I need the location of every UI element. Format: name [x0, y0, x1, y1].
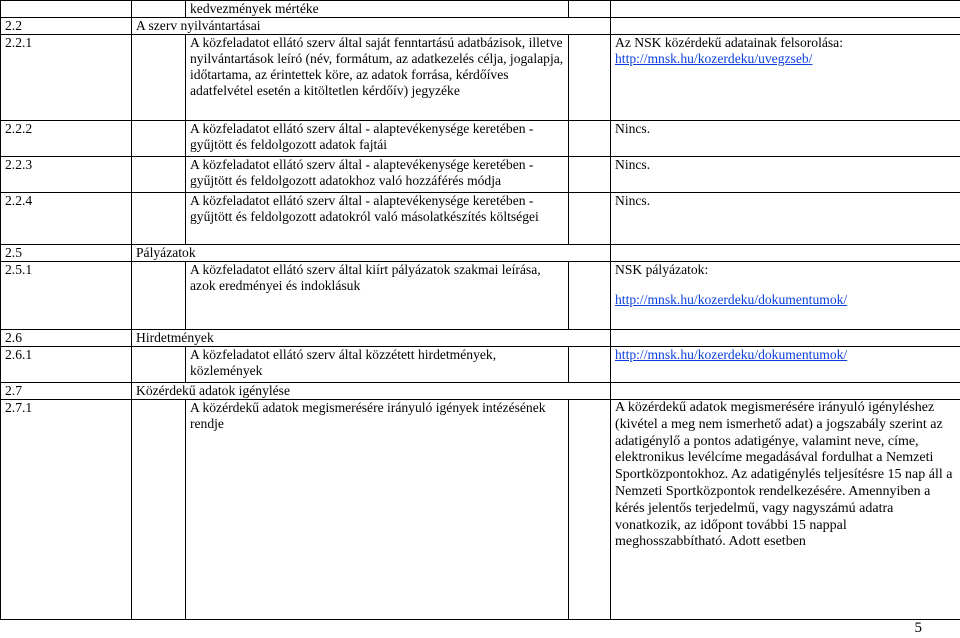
- row-detail: A közérdekű adatok megismerésére irányuló igényléshez (kivétel a meg nem ismerhető adat) a jogszabály szerint az adatigénylő a pontos adatigénye, valamint neve, címe, elektronikus levélcíme megadásával fordulhat a Nemzeti Sportközpontokhoz. Az adatigénylés teljesítésre 15 nap áll a Nemzeti Sportközpontok rendelkezésére. Amennyiben a kérés jelentős terjedelmű, vagy nagyszámú adatra vonatkozik, az időpont további 15 nappal meghosszabbítható. Adott esetben: [611, 400, 960, 620]
- table-row: [1, 18, 960, 35]
- row-number: 2.2.3: [1, 157, 132, 193]
- table-cell: [132, 400, 186, 620]
- section-title: A szerv nyilvántartásai: [132, 18, 611, 35]
- row-number: 2.5: [1, 245, 132, 262]
- table-cell: [611, 18, 960, 35]
- section-title: Pályázatok: [132, 245, 611, 262]
- row-detail: Nincs.: [611, 157, 960, 193]
- table-row: [1, 157, 960, 193]
- table-row: [1, 383, 960, 400]
- detail-link[interactable]: http://mnsk.hu/kozerdeku/dokumentumok/: [615, 347, 848, 362]
- row-detail: Nincs.: [611, 193, 960, 245]
- table-cell: [132, 262, 186, 330]
- row-description: A közfeladatot ellátó szerv által közzétett hirdetmények, közlemények: [186, 347, 569, 383]
- table-cell: [132, 121, 186, 157]
- row-number: 2.2.2: [1, 121, 132, 157]
- table-row: [1, 245, 960, 262]
- table-cell: [569, 262, 611, 330]
- table-cell: [132, 157, 186, 193]
- table-cell: [611, 330, 960, 347]
- table-cell: [569, 157, 611, 193]
- table-cell: [569, 1, 611, 18]
- detail-link[interactable]: http://mnsk.hu/kozerdeku/dokumentumok/: [615, 292, 848, 307]
- table-cell: [132, 1, 186, 18]
- row-number: 2.2.1: [1, 35, 132, 121]
- row-detail: [611, 35, 960, 121]
- row-number: 2.2: [1, 18, 132, 35]
- row-number: 2.7.1: [1, 400, 132, 620]
- table-cell: [569, 193, 611, 245]
- table-row: [1, 347, 960, 383]
- row-number: 2.6: [1, 330, 132, 347]
- row-description: A közfeladatot ellátó szerv által - alaptevékenysége keretében - gyűjtött és feldolgozott adatokhoz való hozzáférés módja: [186, 157, 569, 193]
- row-description: A közérdekű adatok megismerésére irányuló igények intézésének rendje: [186, 400, 569, 620]
- row-detail: [611, 262, 960, 330]
- detail-link[interactable]: http://mnsk.hu/kozerdeku/uvegzseb/: [615, 51, 813, 66]
- table-cell: [1, 1, 132, 18]
- detail-text: NSK pályázatok:: [615, 262, 709, 277]
- table-cell: kedvezmények mértéke: [186, 1, 569, 18]
- table-cell: [611, 383, 960, 400]
- table-cell: [132, 347, 186, 383]
- section-title: Hirdetmények: [132, 330, 611, 347]
- row-number: 2.2.4: [1, 193, 132, 245]
- table-cell: [132, 193, 186, 245]
- table-cell: [569, 121, 611, 157]
- table-row: [1, 193, 960, 245]
- table-cell: [569, 35, 611, 121]
- table-row: [1, 400, 960, 620]
- table-row: [1, 1, 960, 18]
- row-description: A közfeladatot ellátó szerv által - alaptevékenysége keretében - gyűjtött és feldolgozott adatok fajtái: [186, 121, 569, 157]
- row-description: A közfeladatot ellátó szerv által saját fenntartású adatbázisok, illetve nyilvántartások leíró (név, formátum, az adatkezelés célja, jogalapja, időtartama, az érintettek köre, az adatok forrása, kérdőíves adatfelvétel esetén a kitöltetlen kérdőív) jegyzéke: [186, 35, 569, 121]
- table-cell: [611, 1, 960, 18]
- section-title: Közérdekű adatok igénylése: [132, 383, 611, 400]
- row-description: A közfeladatot ellátó szerv által - alaptevékenysége keretében - gyűjtött és feldolgozott adatokról való másolatkészítés költségei: [186, 193, 569, 245]
- row-description: A közfeladatot ellátó szerv által kiírt pályázatok szakmai leírása, azok eredményei és indoklásuk: [186, 262, 569, 330]
- table-cell: [611, 245, 960, 262]
- row-number: 2.7: [1, 383, 132, 400]
- row-detail: [611, 347, 960, 383]
- detail-text: Az NSK közérdekű adatainak felsorolása:: [615, 35, 843, 50]
- table-cell: [569, 347, 611, 383]
- table-row: [1, 330, 960, 347]
- row-number: 2.5.1: [1, 262, 132, 330]
- table-row: [1, 121, 960, 157]
- table-cell: [132, 35, 186, 121]
- page-number: 5: [914, 620, 922, 636]
- table-cell: [569, 400, 611, 620]
- row-detail: Nincs.: [611, 121, 960, 157]
- table-row: [1, 35, 960, 121]
- row-number: 2.6.1: [1, 347, 132, 383]
- table-row: [1, 262, 960, 330]
